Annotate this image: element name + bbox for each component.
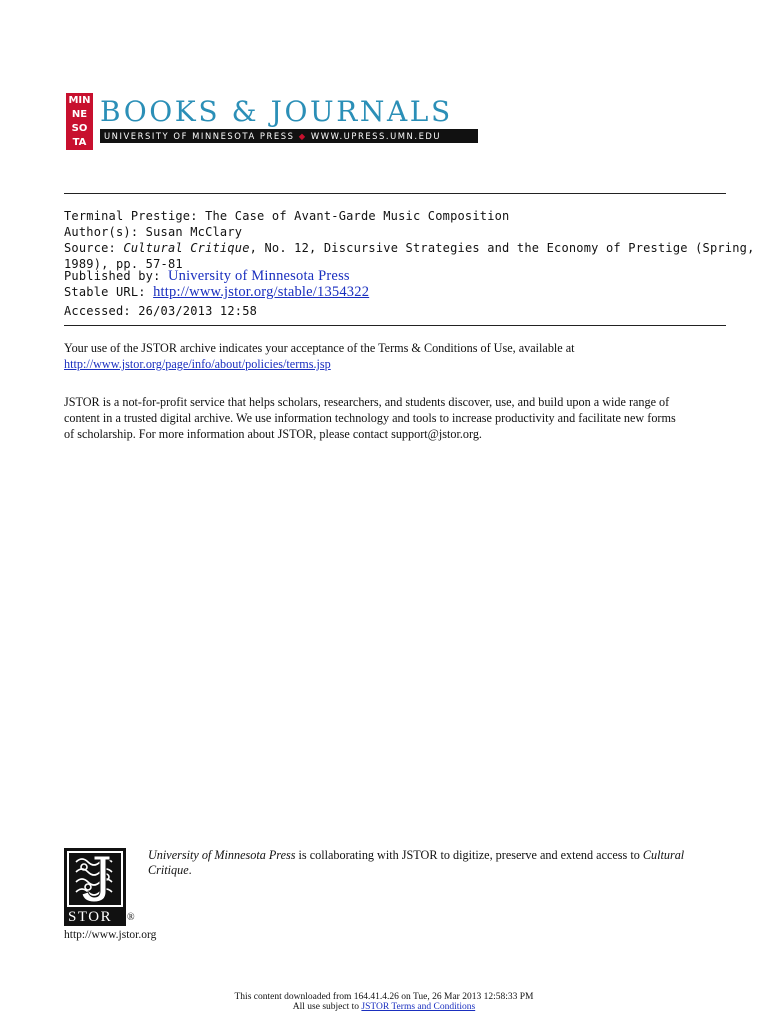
article-title: Terminal Prestige: The Case of Avant-Garde Music Composition [64,209,510,223]
banner-title: BOOKS & JOURNALS [100,95,453,128]
download-notice: This content downloaded from 164.41.4.26 on Tue, 26 Mar 2013 12:58:33 PM [234,992,534,1002]
logo-letters-1: MIN [68,95,91,107]
accessed-date: Accessed: 26/03/2013 12:58 [64,304,258,318]
terms-link[interactable]: http://www.jstor.org/page/info/about/policies/terms.jsp [64,357,331,371]
publisher-link[interactable]: University of Minnesota Press [167,268,350,284]
publisher-banner [66,93,478,150]
terms-paragraph [64,340,729,372]
collab-end: . [188,863,192,877]
collab-middle: is collaborating with JSTOR to digitize, preserve and extend access to [295,848,643,862]
published-by [64,268,350,285]
article-source-line2: 1989), pp. 57-81 [64,257,183,271]
collab-journal-1: Cultural [642,848,685,862]
about-line-3: of scholarship. For more information about JSTOR, please contact support@jstor.org. [64,427,482,441]
about-line-1: JSTOR is a not-for-profit service that helps scholars, researchers, and students discover, use, and build upon a wide range of [64,395,670,409]
jstor-logo-word: STOR [68,909,113,925]
logo-letters-4: TA [72,136,87,148]
terms-text: Your use of the JSTOR archive indicates your acceptance of the Terms & Conditions of Use, available at [64,341,575,355]
jstor-logo [64,848,134,926]
article-authors: Author(s): Susan McClary [64,225,243,239]
collab-journal-2: Critique [148,863,189,877]
citation-divider [64,325,726,326]
collab-publisher: University of Minnesota Press [148,848,296,862]
diamond-separator-icon: ◆ [298,131,307,141]
press-name: UNIVERSITY OF MINNESOTA PRESS [104,131,295,141]
about-jstor-paragraph [64,394,729,442]
terms-notice-prefix: All use subject to [292,1002,362,1012]
minnesota-logo [66,93,93,150]
stable-url [64,284,369,301]
published-by-label: Published by: [64,269,168,283]
jstor-url[interactable]: http://www.jstor.org [64,929,157,941]
logo-letters-2: NE [71,109,88,121]
source-journal: Cultural Critique [123,241,250,255]
about-line-2: content in a trusted digital archive. We use information technology and tools to increase productivity and facilitate new forms [64,411,676,425]
terms-notice [0,1002,768,1013]
banner-bar [100,129,478,143]
registered-mark: ® [127,912,135,923]
source-label: Source: [64,241,124,255]
press-url: WWW.UPRESS.UMN.EDU [310,131,442,141]
article-source-line1 [64,240,755,257]
logo-letters-3: SO [71,122,88,134]
stable-url-link[interactable]: http://www.jstor.org/stable/1354322 [153,284,370,300]
collaboration-statement [148,848,728,878]
top-divider [64,193,726,194]
stable-url-label: Stable URL: [64,285,154,299]
jstor-terms-link[interactable]: JSTOR Terms and Conditions [361,1002,476,1012]
source-details: , No. 12, Discursive Strategies and the Economy of Prestige (Spring, [249,241,755,255]
